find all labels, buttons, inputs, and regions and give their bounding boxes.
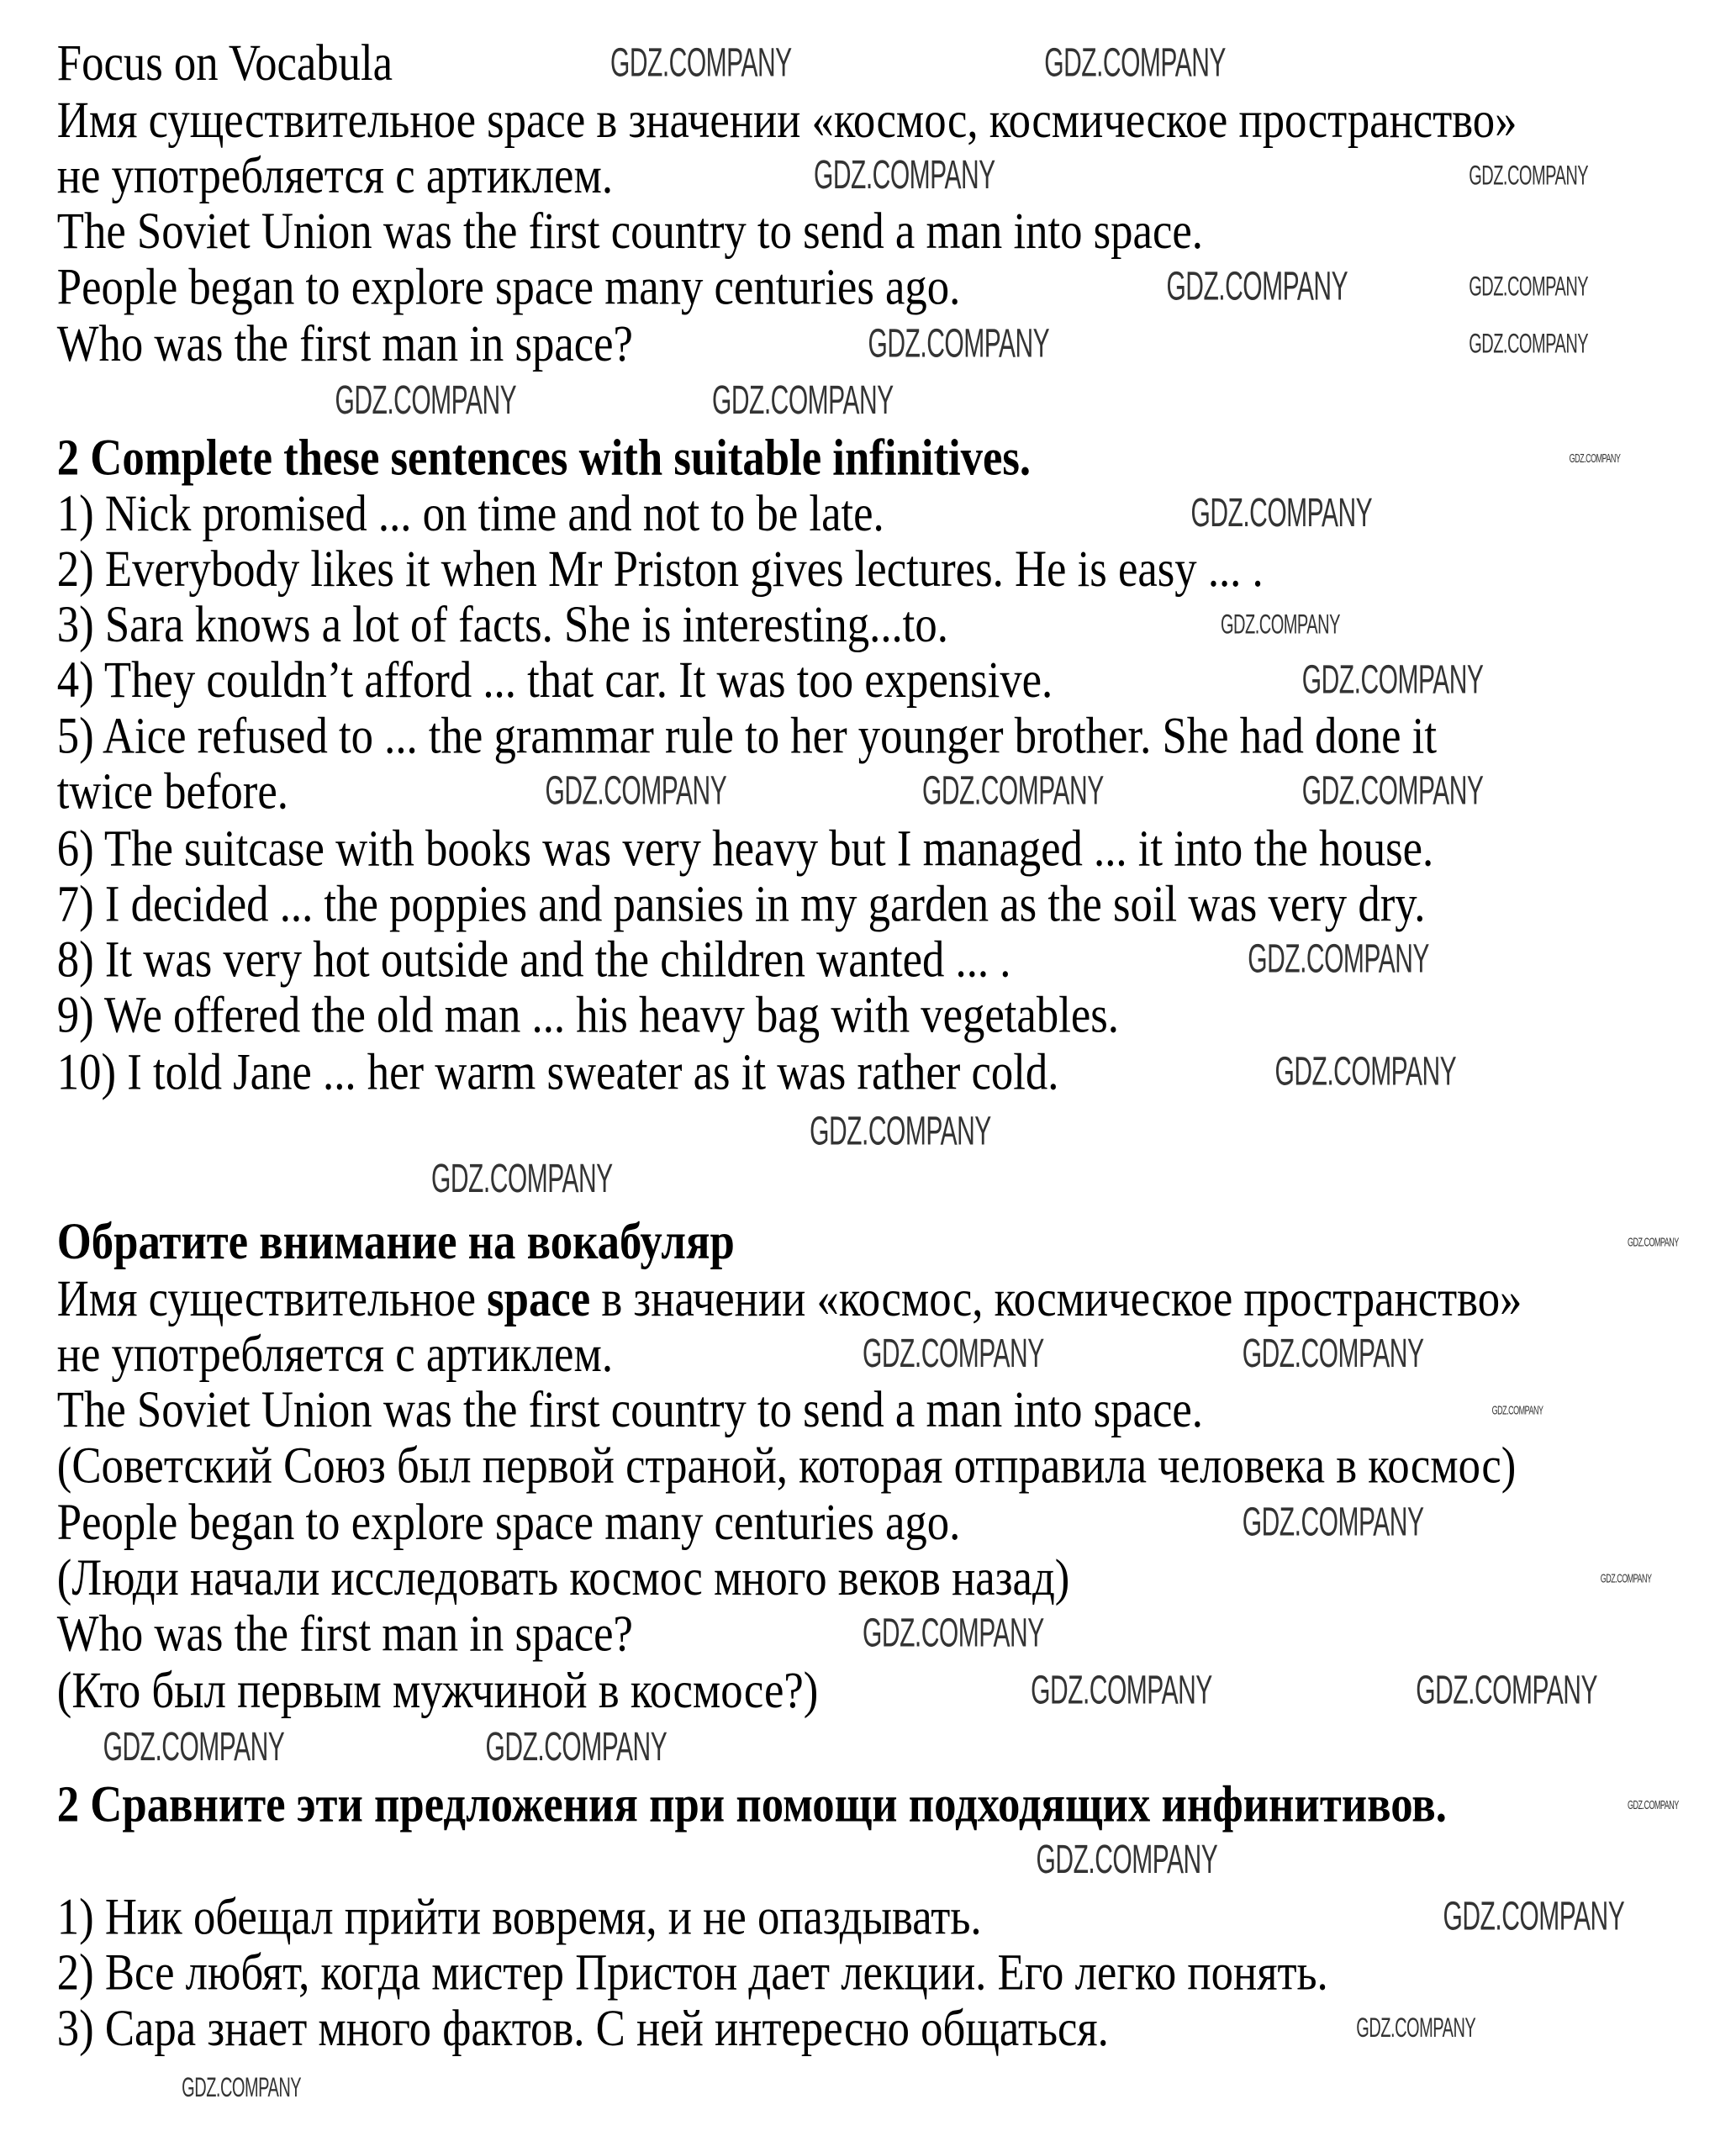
watermark: GDZ.COMPANY <box>335 378 517 424</box>
text-line <box>57 205 1203 260</box>
text-line <box>57 93 1517 148</box>
watermark: GDZ.COMPANY <box>1569 451 1621 465</box>
text-segment: Имя существительное <box>56 1270 488 1328</box>
text-line <box>56 651 1053 709</box>
section-heading <box>56 1213 735 1271</box>
text-segment: 1) Nick promised ... on time and not to be late. <box>56 485 884 543</box>
bold-text: 2 Сравните эти предложения при помощи подходящих инфинитивов. <box>56 1776 1447 1834</box>
watermark: GDZ.COMPANY <box>1627 1234 1679 1249</box>
text-line <box>57 1272 1522 1326</box>
text-segment: The Soviet Union was the first country to send a man into space. <box>56 1381 1203 1439</box>
watermark: GDZ.COMPANY <box>1242 1500 1424 1545</box>
watermark: GDZ.COMPANY <box>1166 264 1348 309</box>
watermark: GDZ.COMPANY <box>1220 609 1340 641</box>
text-line <box>57 2002 1109 2056</box>
watermark: GDZ.COMPANY <box>545 768 727 814</box>
watermark: GDZ.COMPANY <box>1274 1049 1457 1094</box>
text-line <box>57 878 1426 932</box>
text-line <box>57 542 1264 597</box>
watermark: GDZ.COMPANY <box>922 768 1104 814</box>
text-segment: (Люди начали исследовать космос много веков назад) <box>56 1550 1070 1607</box>
text-line <box>57 487 884 541</box>
text-segment: 6) The suitcase with books was very heavy but I managed ... it into the house. <box>56 820 1434 878</box>
watermark: GDZ.COMPANY <box>1248 936 1429 983</box>
text-line <box>56 34 393 92</box>
text-segment: 3) Sara knows a lot of facts. She is interesting...to. <box>56 596 948 654</box>
watermark: GDZ.COMPANY <box>711 378 894 424</box>
watermark: GDZ.COMPANY <box>485 1725 667 1770</box>
bold-text: space <box>487 1270 591 1328</box>
bold-text: Обратите внимание на вокабуляр <box>56 1213 735 1271</box>
text-line <box>56 315 633 373</box>
watermark: GDZ.COMPANY <box>1469 272 1589 303</box>
watermark: GDZ.COMPANY <box>1031 1668 1212 1713</box>
watermark: GDZ.COMPANY <box>868 321 1050 367</box>
text-segment: (Кто был первым мужчиной в космосе?) <box>56 1662 819 1720</box>
text-segment: Who was the first man in space? <box>56 1606 633 1663</box>
text-line <box>57 1891 982 1945</box>
text-segment: People began to explore space many centuries ago. <box>56 1494 961 1552</box>
watermark: GDZ.COMPANY <box>431 1157 613 1202</box>
watermark: GDZ.COMPANY <box>1301 657 1484 703</box>
text-segment: 10) I told Jane ... her warm sweater as it was rather cold. <box>56 1044 1059 1101</box>
text-line <box>57 1946 1328 2001</box>
watermark: GDZ.COMPANY <box>1443 1894 1625 1940</box>
watermark: GDZ.COMPANY <box>1600 1571 1652 1585</box>
text-line <box>57 598 948 652</box>
text-segment: 2) Все любят, когда мистер Пристон дает лекции. Его легко понять. <box>56 1944 1328 2002</box>
text-segment: в значении «космос, космическое пространство» <box>590 1270 1522 1328</box>
watermark: GDZ.COMPANY <box>1469 330 1589 360</box>
text-line <box>57 1664 819 1719</box>
text-segment: не употребляется с артиклем. <box>56 1326 614 1384</box>
watermark: GDZ.COMPANY <box>1044 40 1226 86</box>
watermark: GDZ.COMPANY <box>1301 768 1484 814</box>
text-line <box>57 1439 1517 1494</box>
watermark: GDZ.COMPANY <box>103 1725 285 1770</box>
text-line <box>57 1046 1059 1100</box>
text-segment: People began to explore space many centuries ago. <box>56 259 961 316</box>
watermark: GDZ.COMPANY <box>609 40 792 86</box>
watermark: GDZ.COMPANY <box>182 2073 302 2104</box>
text-line <box>56 1381 1203 1439</box>
text-line <box>57 261 961 315</box>
watermark: GDZ.COMPANY <box>810 1109 991 1154</box>
watermark: GDZ.COMPANY <box>1190 491 1373 536</box>
watermark: GDZ.COMPANY <box>813 153 995 198</box>
text-segment: Who was the first man in space? <box>56 315 633 373</box>
section-heading <box>57 431 1031 486</box>
text-segment: 5) Aice refused to ... the grammar rule to her younger brother. She had done it <box>56 708 1437 765</box>
text-segment: 2) Everybody likes it when Mr Priston gives lectures. He is easy ... . <box>56 541 1264 599</box>
watermark: GDZ.COMPANY <box>1036 1838 1218 1883</box>
watermark: GDZ.COMPANY <box>863 1611 1044 1656</box>
watermark: GDZ.COMPANY <box>1627 1797 1679 1812</box>
text-segment: 7) I decided ... the poppies and pansies in my garden as the soil was very dry. <box>56 876 1426 933</box>
text-segment: (Советский Союз был первой страной, которая отправила человека в космос) <box>56 1437 1517 1495</box>
text-line <box>57 1327 613 1382</box>
text-segment: twice before. <box>56 763 288 821</box>
section-heading <box>57 1778 1447 1833</box>
watermark: GDZ.COMPANY <box>863 1332 1044 1377</box>
text-line <box>57 989 1119 1043</box>
text-segment: 4) They couldn’t afford ... that car. It was too expensive. <box>56 651 1053 709</box>
text-line <box>57 1495 961 1550</box>
text-segment: не употребляется с артиклем. <box>56 147 614 205</box>
text-line <box>57 1552 1070 1606</box>
text-segment: The Soviet Union was the first country to send a man into space. <box>56 203 1203 261</box>
watermark: GDZ.COMPANY <box>1469 161 1589 192</box>
watermark: GDZ.COMPANY <box>1491 1402 1543 1417</box>
text-line <box>57 709 1437 764</box>
watermark: GDZ.COMPANY <box>1356 2013 1476 2044</box>
bold-text: 2 Complete these sentences with suitable infinitives. <box>56 430 1032 488</box>
text-line <box>57 765 288 820</box>
text-segment: 8) It was very hot outside and the children wanted ... . <box>56 931 1011 989</box>
watermark: GDZ.COMPANY <box>1242 1332 1424 1377</box>
text-line <box>57 1607 633 1662</box>
text-line <box>57 933 1011 988</box>
text-line <box>57 822 1433 877</box>
text-segment: 3) Сара знает много фактов. С ней интересно общаться. <box>56 2000 1109 2058</box>
text-segment: 9) We offered the old man ... his heavy bag with vegetables. <box>56 987 1119 1045</box>
watermark: GDZ.COMPANY <box>1416 1668 1597 1713</box>
text-segment: 1) Ник обещал прийти вовремя, и не опаздывать. <box>56 1889 982 1947</box>
text-segment: Имя существительное space в значении «космос, космическое пространство» <box>56 92 1517 150</box>
text-line <box>57 149 613 203</box>
text-segment: Focus on Vocabula <box>56 34 393 92</box>
